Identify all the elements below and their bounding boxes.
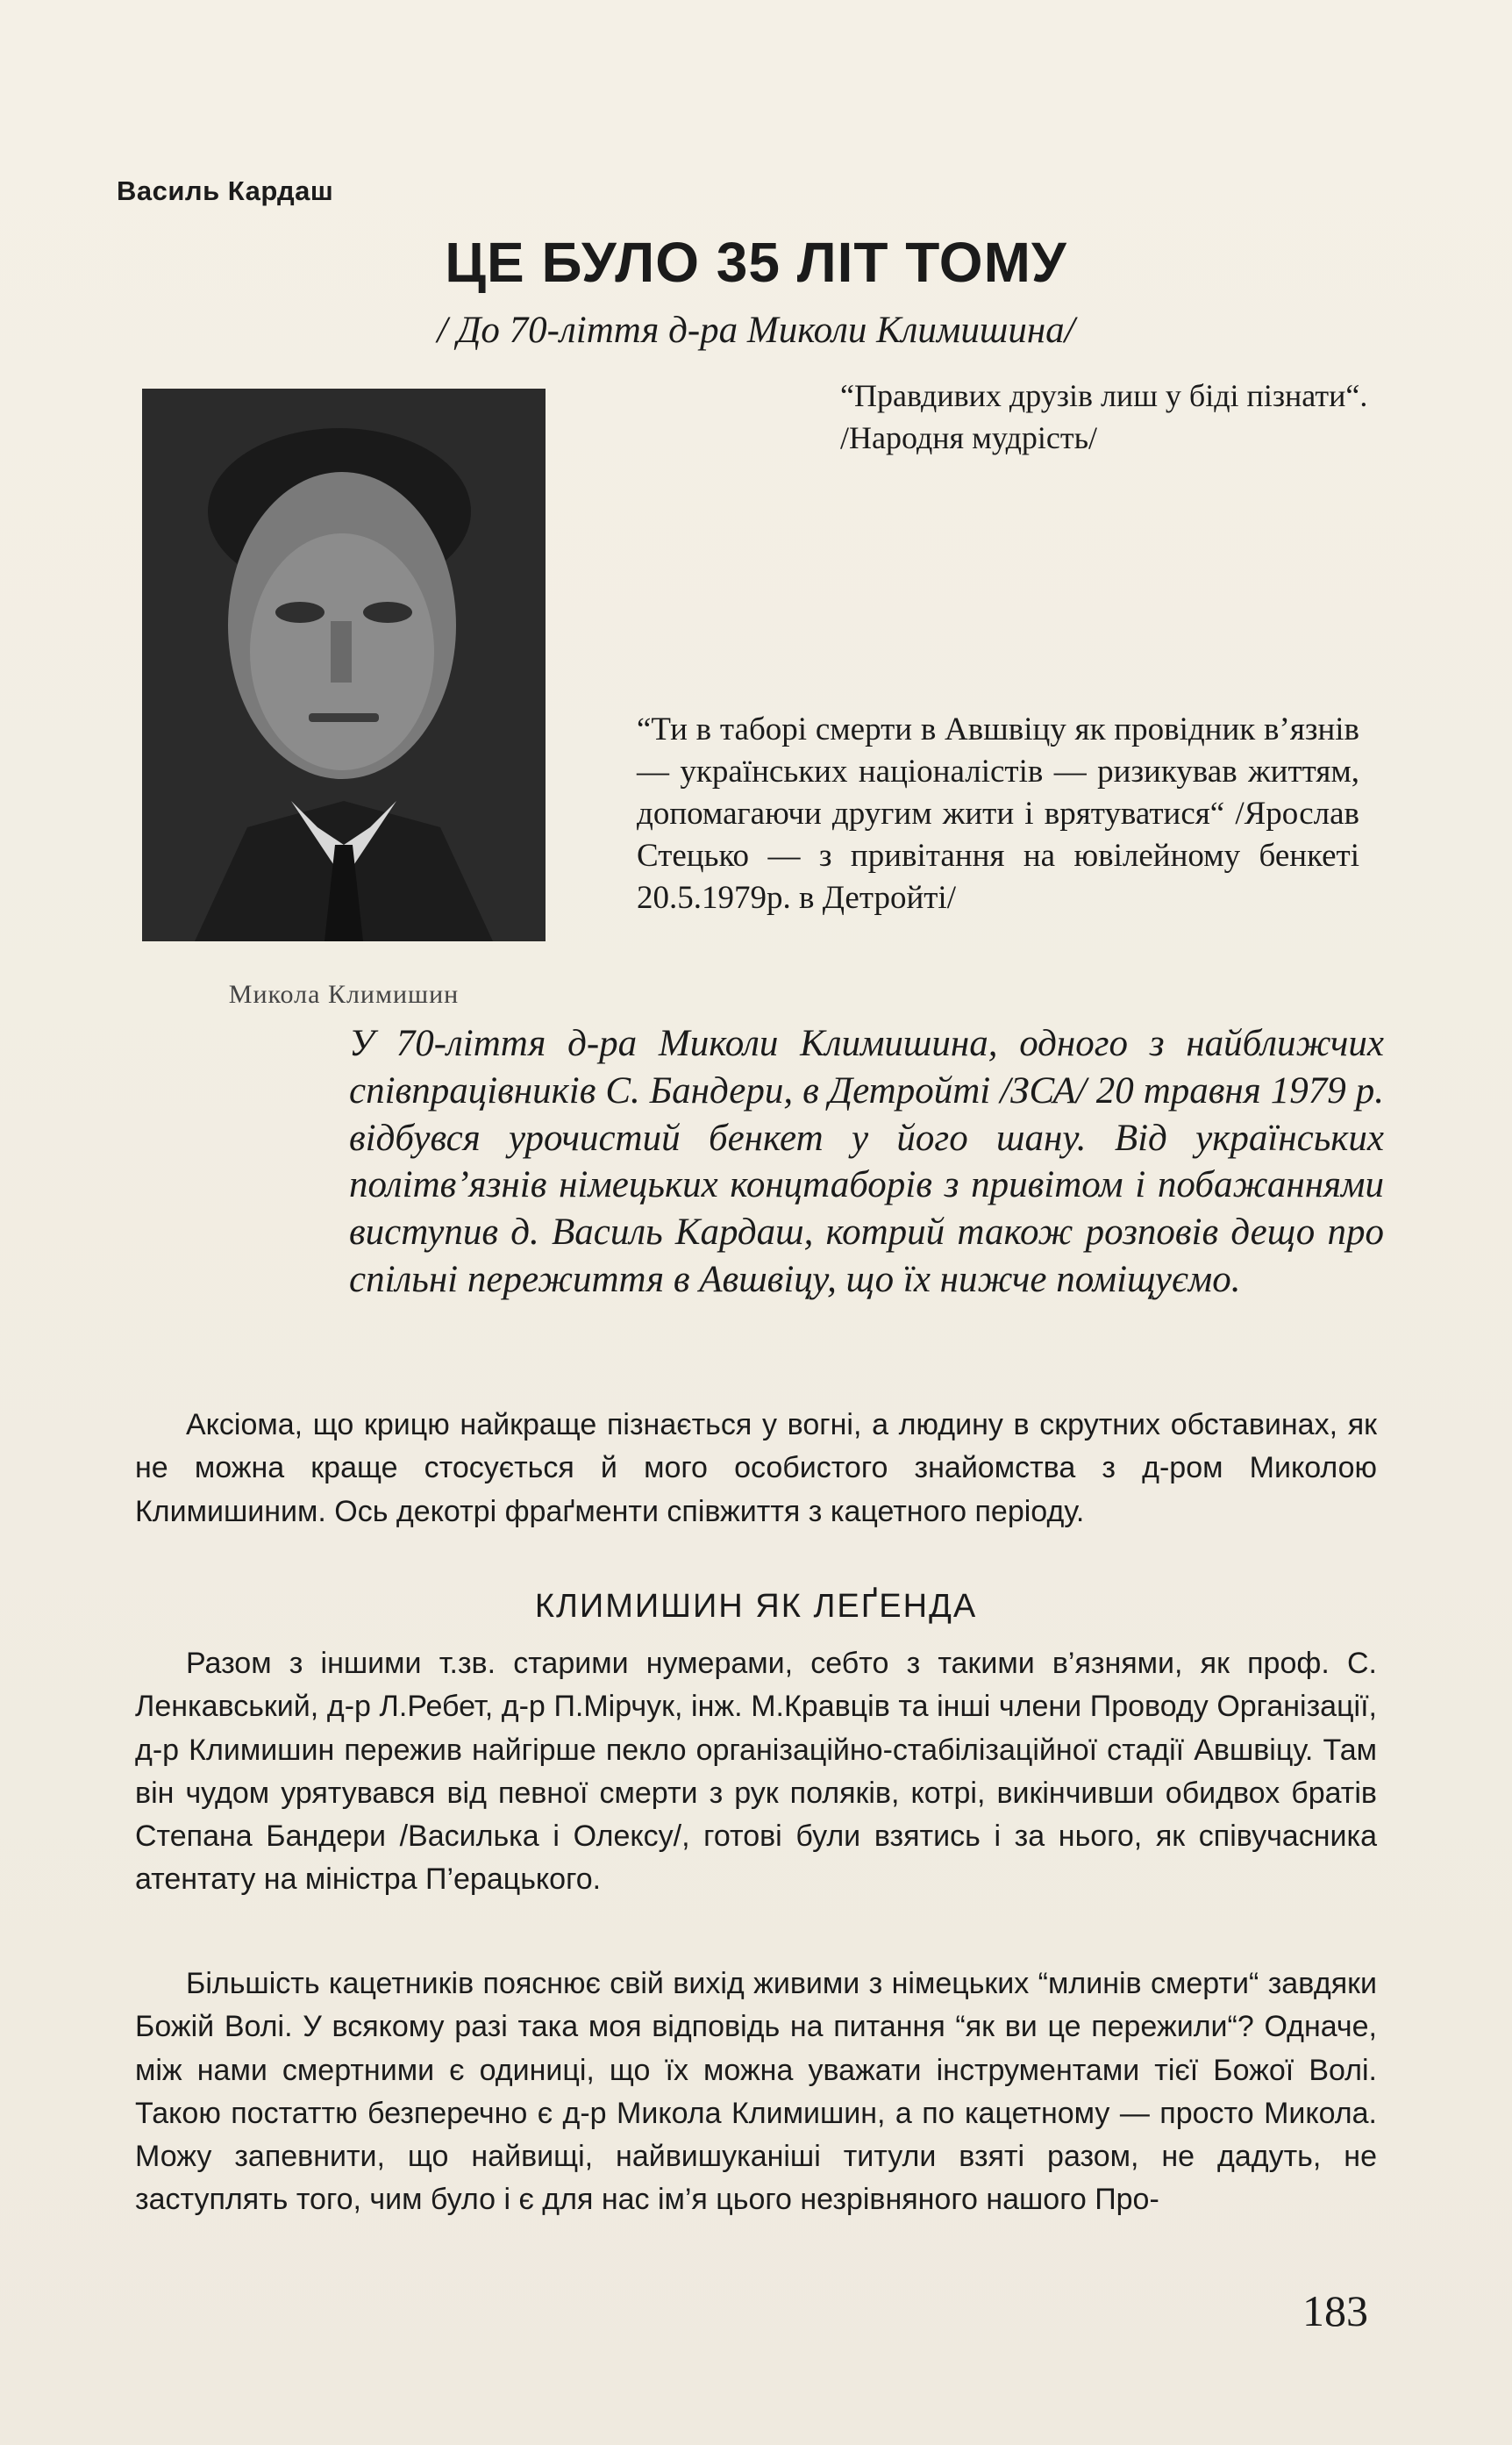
body-paragraph: Більшість кацетників пояснює свій вихід живими з німецьких “млинів смерти“ завдяки Божій Волі. У всякому разі така моя відповідь на питання “як ви це пережили“? Одначе, між нами смертними є одиниці, що їх можна уважати інструментами тієї Божої Волі. Такою постаттю безперечно є д-р Микола Климишин, а по кацетному — просто Микола. Можу запевнити, що найвищі, найвишуканіші титули взяті разом, не дадуть, не заступлять того, чим було і є для нас ім’я цього незрівняного нашого Про- [135, 1967, 1377, 2217]
author-name: Василь Кардаш [117, 175, 334, 206]
portrait-image [142, 389, 546, 941]
article-title: ЦЕ БУЛО 35 ЛІТ ТОМУ [445, 231, 1067, 294]
epigraph-stetsko-quote: “Ти в таборі смерти в Авшвіцу як провідник в’язнів — українських націоналістів — ризикував життям, допомагаючи другим жити і врятуватися“ /Ярослав Стецько — з привітання на ювілейному бенкеті 20.5.1979р. в Детройті/ [637, 711, 1359, 917]
body-paragraph: Аксіома, що крицю найкраще пізнається у вогні, а людину в скрутних обставинах, як не можна краще стосується й мого особистого знайомства з д-ром Миколою Климишиним. Ось декотрі фраґменти співжиття з кацетного періоду. [135, 1408, 1377, 1528]
page-number: 183 [1302, 2286, 1368, 2335]
photo-caption: Микола Климишин [228, 980, 460, 1009]
body-paragraph: Разом з іншими т.зв. старими нумерами, себто з такими в’язнями, як проф. С. Ленкавський, д-р Л.Ребет, д-р П.Мірчук, інж. М.Кравців та інші члени Проводу Організації, д-р Климишин пережив найгірше пекло організаційно-стабілізаційної стадії Авшвіцу. Там він чудом урятувався від певної смерти з рук поляків, котрі, викінчивши обидвох братів Степана Бандери /Василька і Олексу/, готові були взятись і за нього, як співучасника атентату на міністра П’ерацького. [135, 1647, 1377, 1897]
epigraph-proverb: “Правдивих друзів лиш у біді пізнати“. /Народня мудрість/ [840, 378, 1368, 455]
intro-paragraph: У 70-ліття д-ра Миколи Климишина, одного з найближчих співпрацівників С. Бандери, в Детройті /ЗСА/ 20 травня 1979 р. відбувся урочистий бенкет у його шану. Від українських політв’язнів німецьких концтаборів з привітом і побажаннями виступив д. Василь Кардаш, котрий також розповів дещо про спільні пережиття в Авшвіцу, що їх нижче поміщуємо. [349, 1023, 1384, 1300]
section-heading: КЛИМИШИН ЯК ЛЕҐЕНДА [534, 1588, 978, 1625]
portrait-photo [142, 389, 546, 941]
article-subtitle: / До 70-ліття д-ра Миколи Климишина/ [437, 310, 1075, 351]
